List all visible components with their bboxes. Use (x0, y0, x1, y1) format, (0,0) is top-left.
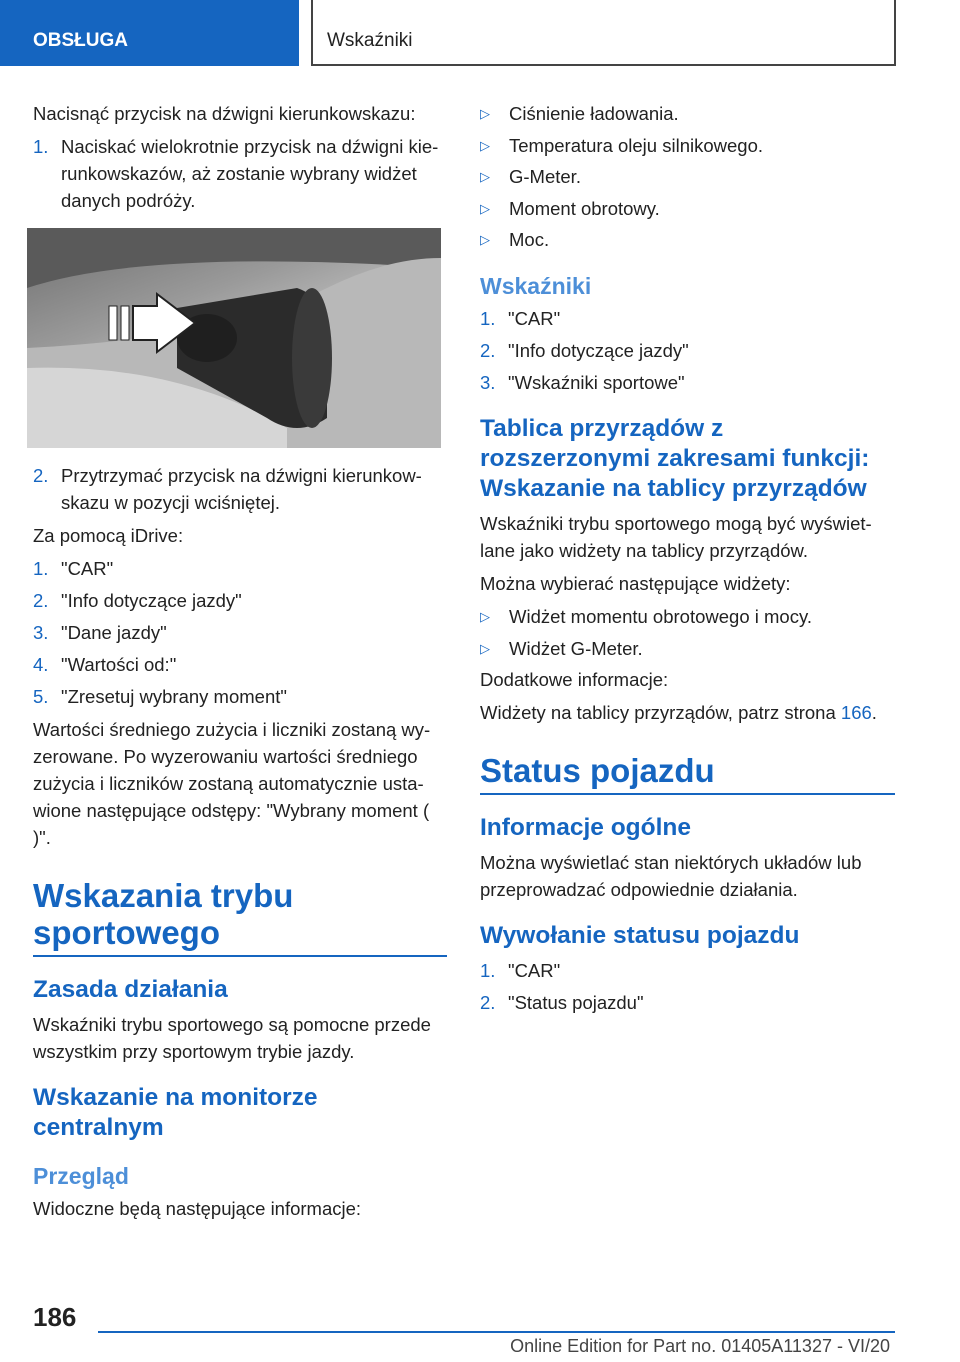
list-number: 1. (33, 558, 49, 579)
bullet-text: G-Meter. (509, 166, 581, 187)
edition-text: Online Edition for Part no. 01405A11327 - VI/20 (510, 1336, 890, 1356)
see-reference (480, 699, 895, 726)
list-number: 4. (33, 654, 49, 675)
principle-text: Wskaźniki trybu sportowego są pomocne przede wszystkim przy sportowym trybie jazdy. (33, 1014, 431, 1062)
list-item (33, 619, 447, 646)
bullet-item (480, 226, 895, 253)
bullet-text: Moc. (509, 229, 550, 250)
turn-signal-lever-image (27, 228, 441, 448)
list-item (33, 587, 447, 614)
list-item (33, 651, 447, 678)
page-link[interactable]: 166 (840, 702, 872, 723)
steps-a (33, 133, 447, 214)
chapter-title: Wskaźniki (311, 0, 896, 66)
heading-call-status: Wywołanie statusu pojazdu (480, 922, 800, 949)
overview-text: Widoczne będą następujące informacje: (33, 1198, 362, 1219)
page-header (0, 0, 960, 66)
list-item (480, 989, 895, 1016)
list-item (33, 462, 447, 516)
bullet-text: Widżet G-Meter. (509, 637, 643, 659)
steps-b (33, 462, 447, 516)
right-column (480, 100, 895, 1022)
list-number: 1. (480, 960, 496, 981)
list-text: "Dane jazdy" (61, 622, 167, 643)
heading-general-info: Informacje ogólne (480, 814, 692, 841)
list-number: 5. (33, 686, 49, 707)
lever-illustration (27, 228, 441, 448)
triangle-bullet-icon: ▷ (480, 169, 490, 184)
idrive-intro: Za pomocą iDrive: (33, 525, 184, 546)
list-text: "Zresetuj wybrany moment" (61, 686, 287, 707)
section-tab: OBSŁUGA (0, 0, 299, 66)
bullet-text: Temperatura oleju silnikowego. (509, 134, 763, 156)
bullet-item (480, 100, 895, 127)
widgets-intro: Można wybierać następujące widżety: (480, 573, 791, 594)
heading-indicators: Wskaźniki (480, 273, 592, 299)
triangle-bullet-icon: ▷ (480, 200, 490, 216)
page-number: 186 (33, 1302, 77, 1332)
list-text: "Wartości od:" (61, 654, 177, 675)
additional-info: Dodatkowe informacje: (480, 669, 669, 690)
list-text: "Status pojazdu" (508, 992, 644, 1013)
list-text: Przytrzymać przycisk na dźwigni kierunkow-skazu w pozycji wciśniętej. (61, 465, 422, 513)
bullet-text: Widżet momentu obrotowego i mocy. (509, 606, 812, 627)
reset-text: Wartości średniego zużycia i liczniki zostaną wy-zerowane. Po wyzerowaniu wartości średniego zużycia i liczników zostaną automatycznie usta-wione następujące odstępy: "Wybrany moment ( )". (33, 719, 431, 848)
list-text: "CAR" (508, 308, 561, 329)
list-number: 3. (480, 372, 496, 393)
triangle-bullet-icon: ▷ (480, 232, 490, 247)
list-item (480, 305, 895, 332)
list-text: "Wskaźniki sportowe" (508, 372, 685, 393)
triangle-bullet-icon: ▷ (480, 137, 490, 153)
widget-bullets (480, 603, 895, 662)
see-text: Widżety na tablicy przyrządów, patrz strona (480, 702, 841, 723)
list-number: 2. (33, 590, 49, 611)
list-item (480, 369, 895, 396)
list-number: 2. (480, 992, 496, 1013)
list-item (33, 555, 447, 582)
triangle-bullet-icon: ▷ (480, 640, 490, 656)
list-number: 2. (33, 465, 49, 486)
list-text: "CAR" (61, 558, 114, 579)
bullet-item (480, 635, 895, 662)
heading-principle: Zasada działania (33, 976, 228, 1003)
list-text: Naciskać wielokrotnie przycisk na dźwigni kie-runkowskazów, aż zostanie wybrany widżet danych podróży. (61, 136, 439, 211)
heading-sport-indicators: Wskazania trybu sportowego (33, 877, 447, 957)
list-item (480, 337, 895, 364)
bullet-text: Moment obrotowy. (509, 197, 660, 219)
list-number: 1. (33, 136, 49, 157)
triangle-bullet-icon: ▷ (480, 609, 490, 624)
see-end: . (871, 702, 877, 723)
footer-rule (98, 1331, 895, 1333)
list-number: 3. (33, 622, 49, 643)
indicator-steps (480, 305, 895, 396)
bullet-item (480, 132, 895, 159)
intro-text: Nacisnąć przycisk na dźwigni kierunkowskazu: (33, 103, 416, 124)
cluster-text: Wskaźniki trybu sportowego mogą być wyświet-lane jako widżety na tablicy przyrządów. (480, 513, 872, 561)
heading-vehicle-status: Status pojazdu (480, 752, 895, 795)
heading-overview: Przegląd (33, 1163, 129, 1189)
heading-instrument-cluster: Tablica przyrządów z rozszerzonymi zakresami funkcji: Wskazanie na tablicy przyrządów (480, 415, 870, 502)
list-number: 2. (480, 340, 496, 361)
list-item (480, 957, 895, 984)
list-item (33, 683, 447, 710)
heading-central-monitor: Wskazanie na monitorze centralnym (33, 1084, 318, 1141)
list-text: "Info dotyczące jazdy" (508, 340, 689, 361)
list-item (33, 133, 447, 214)
bullet-item (480, 603, 895, 630)
general-text: Można wyświetlać stan niektórych układów lub przeprowadzać odpowiednie działania. (480, 852, 862, 900)
list-text: "Info dotyczące jazdy" (61, 590, 242, 611)
info-bullets (480, 100, 895, 253)
list-text: "CAR" (508, 960, 561, 981)
bullet-item (480, 163, 895, 190)
idrive-steps (33, 555, 447, 710)
list-number: 1. (480, 308, 496, 329)
left-column (33, 100, 447, 1228)
triangle-bullet-icon: ▷ (480, 106, 490, 121)
call-steps (480, 957, 895, 1016)
bullet-item (480, 195, 895, 222)
bullet-text: Ciśnienie ładowania. (509, 103, 679, 124)
